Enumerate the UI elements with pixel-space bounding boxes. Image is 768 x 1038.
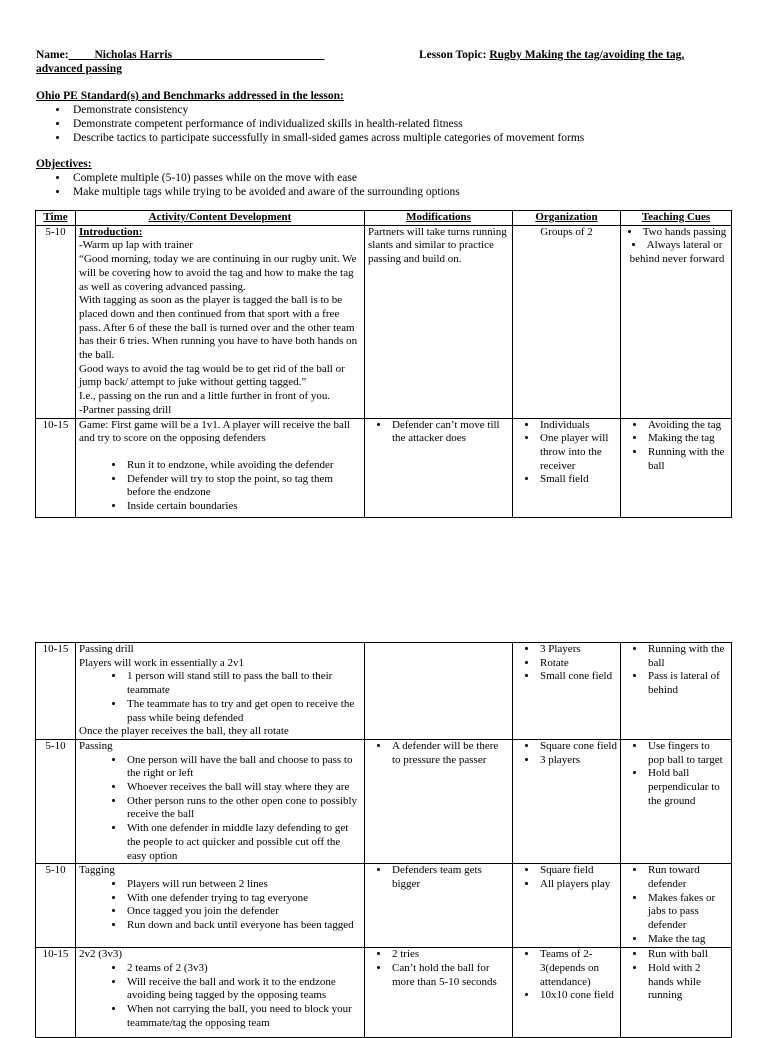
modification-item: • Can’t hold the ball for more than 5-10 seconds xyxy=(390,962,509,989)
modifications-cell xyxy=(365,643,513,740)
standard-item: • Demonstrate consistency xyxy=(69,103,584,117)
activity-title: Passing drill xyxy=(79,643,134,655)
standard-item: • Demonstrate competent performance of individualized skills in health-related fitness xyxy=(69,117,584,131)
objectives-section xyxy=(36,157,460,199)
time-cell: 10-15 xyxy=(36,643,76,740)
activity-line: Good ways to avoid the tag would be to get rid of the ball or jump back/ attempt to juke without getting tagged.” xyxy=(79,362,345,389)
lesson-table-bottom xyxy=(35,642,732,1038)
cue-item: • Hold ball perpendicular to the ground xyxy=(646,767,728,808)
organization-item: • Teams of 2-3(depends on attendance) xyxy=(538,948,617,989)
organization-item: • Small cone field xyxy=(538,670,617,684)
activity-bullet: • 1 person will stand still to pass the ball to their teammate xyxy=(125,670,361,697)
activity-line: -Partner passing drill xyxy=(79,403,172,416)
activity-bullet: • 2 teams of 2 (3v3) xyxy=(125,962,361,976)
organization-cell xyxy=(513,948,621,1038)
cue-item: • Pass is lateral of behind xyxy=(646,670,728,697)
activity-bullet: • Run it to endzone, while avoiding the defender xyxy=(125,459,361,473)
objective-item: • Complete multiple (5-10) passes while on the move with ease xyxy=(69,171,460,185)
modification-item: • A defender will be there to pressure the passer xyxy=(390,740,509,767)
organization-item: • 3 Players xyxy=(538,643,617,657)
organization-item: • Square field xyxy=(538,864,617,878)
time-cell: 5-10 xyxy=(36,225,76,418)
activity-bullet: • The teammate has to try and get open to receive the pass while being defended xyxy=(125,698,361,725)
activity-bullet: • Once tagged you join the defender xyxy=(125,905,361,919)
objectives-title: Objectives: xyxy=(36,158,92,170)
cue-item: • Running with the ball xyxy=(646,446,728,473)
header-time: Time xyxy=(36,211,76,226)
organization-item: • Individuals xyxy=(538,419,617,433)
activity-cell xyxy=(76,864,365,948)
cue-item: • Avoiding the tag xyxy=(646,419,728,433)
activity-outro: Once the player receives the ball, they all rotate xyxy=(79,725,289,738)
topic-label: Lesson Topic xyxy=(419,49,483,61)
cue-item: • Run toward defender xyxy=(646,864,728,891)
time-cell: 5-10 xyxy=(36,739,76,863)
activity-bullet: • Will receive the ball and work it to the endzone avoiding being tagged by the opposing teams xyxy=(125,976,361,1003)
name-value: Nicholas Harris xyxy=(94,49,173,61)
activity-cell xyxy=(76,948,365,1038)
activity-text: Game: First game will be a 1v1. A player will receive the ball and try to score on the opposing defenders xyxy=(79,418,350,445)
cue-item: • Running with the ball xyxy=(646,643,728,670)
activity-title: Passing xyxy=(79,739,113,752)
cue-item: • Making the tag xyxy=(646,432,728,446)
header-organization: Organization xyxy=(513,211,621,226)
activity-cell xyxy=(76,418,365,517)
activity-line: With tagging as soon as the player is tagged the ball is to be placed down and then continued from that sport with a free pass. After 6 of these the ball is turned over and the other team has their 6 tries. When running you have to have both hands on the ball. xyxy=(79,294,358,362)
organization-item: • Rotate xyxy=(538,657,617,671)
topic-value-continued: advanced passing xyxy=(36,63,122,75)
time-cell: 5-10 xyxy=(36,864,76,948)
teaching-cues-cell xyxy=(621,739,732,863)
activity-line: -Warm up lap with trainer xyxy=(79,239,193,252)
modifications-cell: Partners will take turns running slants and similar to practice passing and build on. xyxy=(365,225,513,418)
standard-item: • Describe tactics to participate successfully in small-sided games across multiple categories of movement forms xyxy=(69,131,584,145)
teaching-cues-cell xyxy=(621,864,732,948)
activity-cell xyxy=(76,739,365,863)
activity-bullet: • With one defender in middle lazy defending to get the people to act quicker and possible cut off the easy option xyxy=(125,822,361,863)
cue-item: • Makes fakes or jabs to pass defender xyxy=(646,892,728,933)
organization-item: • Small field xyxy=(538,473,617,487)
activity-bullet: • Inside certain boundaries xyxy=(125,500,361,514)
modifications-cell xyxy=(365,418,513,517)
activity-line: I.e., passing on the run and a little further in front of you. xyxy=(79,390,331,403)
table-header-row xyxy=(36,211,732,226)
lesson-topic: Lesson Topic: Rugby Making the tag/avoiding the tag, xyxy=(419,49,685,61)
header-teaching-cues: Teaching Cues xyxy=(621,211,732,226)
teaching-cues-cell xyxy=(621,418,732,517)
table-row xyxy=(36,864,732,948)
cue-item: • Always lateral or behind never forward xyxy=(624,239,728,266)
table-row xyxy=(36,418,732,517)
activity-cell xyxy=(76,225,365,418)
organization-cell: Groups of 2 xyxy=(513,225,621,418)
activity-bullet: • When not carrying the ball, you need to block your teammate/tag the opposing team xyxy=(125,1003,361,1030)
table-row xyxy=(36,225,732,418)
lesson-table-top xyxy=(35,210,732,518)
header-activity: Activity/Content Development xyxy=(76,211,365,226)
name-label: Name: xyxy=(36,49,69,61)
table-row xyxy=(36,643,732,740)
cue-item: • Make the tag xyxy=(646,933,728,947)
standards-title: Ohio PE Standard(s) and Benchmarks addressed in the lesson: xyxy=(36,90,344,102)
activity-title: 2v2 (3v3) xyxy=(79,948,123,961)
activity-title: Tagging xyxy=(79,864,115,877)
modification-item: • Defender can’t move till the attacker does xyxy=(390,419,509,446)
activity-bullet: • Defender will try to stop the point, so tag them before the endzone xyxy=(125,473,361,500)
activity-line: “Good morning, today we are continuing in our rugby unit. We will be covering how to avoid the tag and how to make the tag as well as covering advanced passing. xyxy=(79,253,357,293)
activity-bullet: • Whoever receives the ball will stay where they are xyxy=(125,781,361,795)
activity-cell xyxy=(76,643,365,740)
topic-value: Rugby Making the tag/avoiding the tag, xyxy=(489,49,685,61)
intro-title: Introduction: xyxy=(79,225,143,238)
teaching-cues-cell xyxy=(621,225,732,418)
organization-cell xyxy=(513,864,621,948)
teaching-cues-cell xyxy=(621,948,732,1038)
modifications-cell xyxy=(365,864,513,948)
time-cell: 10-15 xyxy=(36,418,76,517)
cue-item: • Two hands passing xyxy=(624,226,728,240)
organization-cell xyxy=(513,739,621,863)
activity-bullet: • Players will run between 2 lines xyxy=(125,878,361,892)
activity-bullet: • With one defender trying to tag everyone xyxy=(125,892,361,906)
organization-item: • 10x10 cone field xyxy=(538,989,617,1003)
activity-intro: Players will work in essentially a 2v1 xyxy=(79,656,244,669)
table-row xyxy=(36,948,732,1038)
organization-item: • 3 players xyxy=(538,754,617,768)
cue-item: • Use fingers to pop ball to target xyxy=(646,740,728,767)
objective-item: • Make multiple tags while trying to be avoided and aware of the surrounding options xyxy=(69,185,460,199)
modification-item: • Defenders team gets bigger xyxy=(390,864,509,891)
activity-bullet: • One person will have the ball and choose to pass to the right or left xyxy=(125,754,361,781)
time-cell: 10-15 xyxy=(36,948,76,1038)
modifications-cell xyxy=(365,739,513,863)
organization-cell xyxy=(513,418,621,517)
teaching-cues-cell xyxy=(621,643,732,740)
organization-item: • Square cone field xyxy=(538,740,617,754)
header-modifications: Modifications xyxy=(365,211,513,226)
organization-cell xyxy=(513,643,621,740)
cue-item: • Run with ball xyxy=(646,948,728,962)
organization-item: • One player will throw into the receiver xyxy=(538,432,617,473)
activity-bullet: • Run down and back until everyone has been tagged xyxy=(125,919,361,933)
table-row xyxy=(36,739,732,863)
modifications-cell xyxy=(365,948,513,1038)
organization-item: • All players play xyxy=(538,878,617,892)
cue-item: • Hold with 2 hands while running xyxy=(646,962,728,1003)
standards-section xyxy=(36,89,584,145)
modification-item: • 2 tries xyxy=(390,948,509,962)
activity-bullet: • Other person runs to the other open cone to possibly receive the ball xyxy=(125,795,361,822)
name-line xyxy=(36,48,324,62)
